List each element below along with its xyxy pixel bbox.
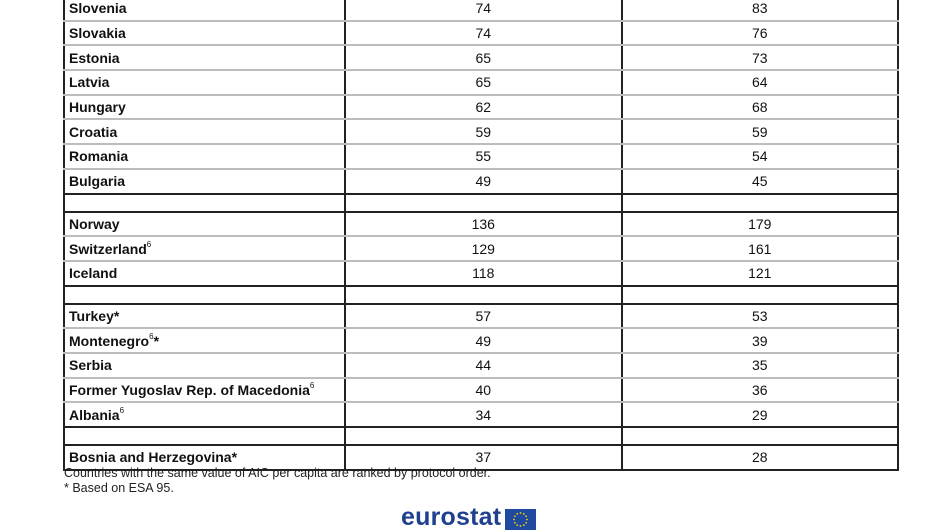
country-name: Former Yugoslav Rep. of Macedonia	[69, 381, 310, 398]
country-cell	[64, 119, 345, 144]
country-name: Hungary	[69, 99, 126, 116]
table-row	[64, 304, 898, 329]
footnote-ref: 6	[146, 239, 152, 249]
country-cell	[64, 144, 345, 169]
gdp-value-cell: 35	[622, 353, 899, 378]
aic-gdp-table	[63, 0, 899, 471]
country-cell	[64, 304, 345, 329]
aic-value-cell: 65	[345, 70, 622, 95]
table-row	[64, 70, 898, 95]
country-cell	[64, 45, 345, 70]
gdp-value-cell: 161	[622, 236, 899, 261]
empty-cell	[622, 427, 899, 445]
table-row	[64, 328, 898, 353]
country-name: Norway	[69, 215, 120, 232]
aic-value-cell: 118	[345, 261, 622, 286]
footnote-esa95: * Based on ESA 95.	[64, 480, 174, 495]
country-name: Iceland	[69, 265, 118, 282]
country-name: Serbia	[69, 357, 112, 374]
empty-cell	[64, 427, 345, 445]
aic-value-cell: 55	[345, 144, 622, 169]
aic-value-cell: 57	[345, 304, 622, 329]
esa95-marker: *	[231, 449, 238, 466]
esa95-marker: *	[113, 307, 120, 324]
country-name: Croatia	[69, 123, 118, 140]
gdp-value-cell: 73	[622, 45, 899, 70]
eurostat-logo	[401, 503, 536, 531]
empty-cell	[64, 286, 345, 304]
country-cell	[64, 0, 345, 21]
country-cell	[64, 328, 345, 353]
empty-cell	[345, 194, 622, 212]
table-row	[64, 144, 898, 169]
aic-value-cell: 59	[345, 119, 622, 144]
gdp-value-cell: 28	[622, 445, 899, 470]
country-cell	[64, 21, 345, 46]
aic-value-cell: 37	[345, 445, 622, 470]
gdp-value-cell: 53	[622, 304, 899, 329]
table-row	[64, 378, 898, 403]
aic-value-cell: 74	[345, 0, 622, 21]
country-cell	[64, 169, 345, 194]
footnotes	[64, 466, 491, 495]
country-cell	[64, 261, 345, 286]
table-row	[64, 95, 898, 120]
gdp-value-cell: 179	[622, 212, 899, 237]
gdp-value-cell: 39	[622, 328, 899, 353]
country-cell	[64, 236, 345, 261]
footnote-ref: 6	[149, 331, 154, 341]
aic-value-cell: 34	[345, 402, 622, 427]
table-row	[64, 353, 898, 378]
empty-cell	[64, 194, 345, 212]
country-name: Montenegro	[69, 332, 150, 349]
table-row	[64, 0, 898, 21]
gdp-value-cell: 54	[622, 144, 899, 169]
aic-value-cell: 49	[345, 169, 622, 194]
table-row	[64, 21, 898, 46]
aic-value-cell: 136	[345, 212, 622, 237]
empty-cell	[622, 194, 899, 212]
country-cell	[64, 402, 345, 427]
table-row	[64, 119, 898, 144]
aic-value-cell: 74	[345, 21, 622, 46]
aic-value-cell: 40	[345, 378, 622, 403]
gdp-value-cell: 83	[622, 0, 899, 21]
gdp-value-cell: 29	[622, 402, 899, 427]
empty-cell	[622, 286, 899, 304]
country-name: Bulgaria	[69, 173, 126, 190]
country-name: Estonia	[69, 49, 120, 66]
country-name: Slovenia	[69, 0, 127, 17]
gdp-value-cell: 64	[622, 70, 899, 95]
country-cell	[64, 378, 345, 403]
country-name: Latvia	[69, 74, 110, 91]
empty-cell	[345, 286, 622, 304]
country-name: Switzerland	[69, 240, 147, 257]
gdp-value-cell: 76	[622, 21, 899, 46]
footnote-ref: 6	[119, 405, 125, 415]
eu-flag-icon	[505, 509, 536, 530]
country-cell	[64, 212, 345, 237]
footnote-ref: 6	[309, 380, 315, 390]
aic-value-cell: 44	[345, 353, 622, 378]
table-row	[64, 212, 898, 237]
table-row	[64, 402, 898, 427]
table-row	[64, 236, 898, 261]
country-name: Albania	[69, 406, 120, 423]
table-row	[64, 261, 898, 286]
country-name: Turkey	[69, 307, 114, 324]
country-name: Romania	[69, 148, 129, 165]
esa95-marker: *	[153, 332, 160, 349]
gdp-value-cell: 121	[622, 261, 899, 286]
country-name: Bosnia and Herzegovina	[69, 449, 232, 466]
gdp-value-cell: 45	[622, 169, 899, 194]
gdp-value-cell: 59	[622, 119, 899, 144]
empty-cell	[345, 427, 622, 445]
gdp-value-cell: 68	[622, 95, 899, 120]
aic-value-cell: 62	[345, 95, 622, 120]
group-separator-row	[64, 427, 898, 445]
gdp-value-cell: 36	[622, 378, 899, 403]
country-name: Slovakia	[69, 25, 126, 42]
group-separator-row	[64, 286, 898, 304]
aic-value-cell: 49	[345, 328, 622, 353]
eurostat-wordmark: eurostat	[401, 503, 502, 531]
country-cell	[64, 70, 345, 95]
table-row	[64, 45, 898, 70]
country-cell	[64, 95, 345, 120]
aic-value-cell: 65	[345, 45, 622, 70]
table-row	[64, 169, 898, 194]
group-separator-row	[64, 194, 898, 212]
country-cell	[64, 353, 345, 378]
footnote-ranking: Countries with the same value of AIC per capita are ranked by protocol order.	[64, 466, 491, 480]
aic-value-cell: 129	[345, 236, 622, 261]
